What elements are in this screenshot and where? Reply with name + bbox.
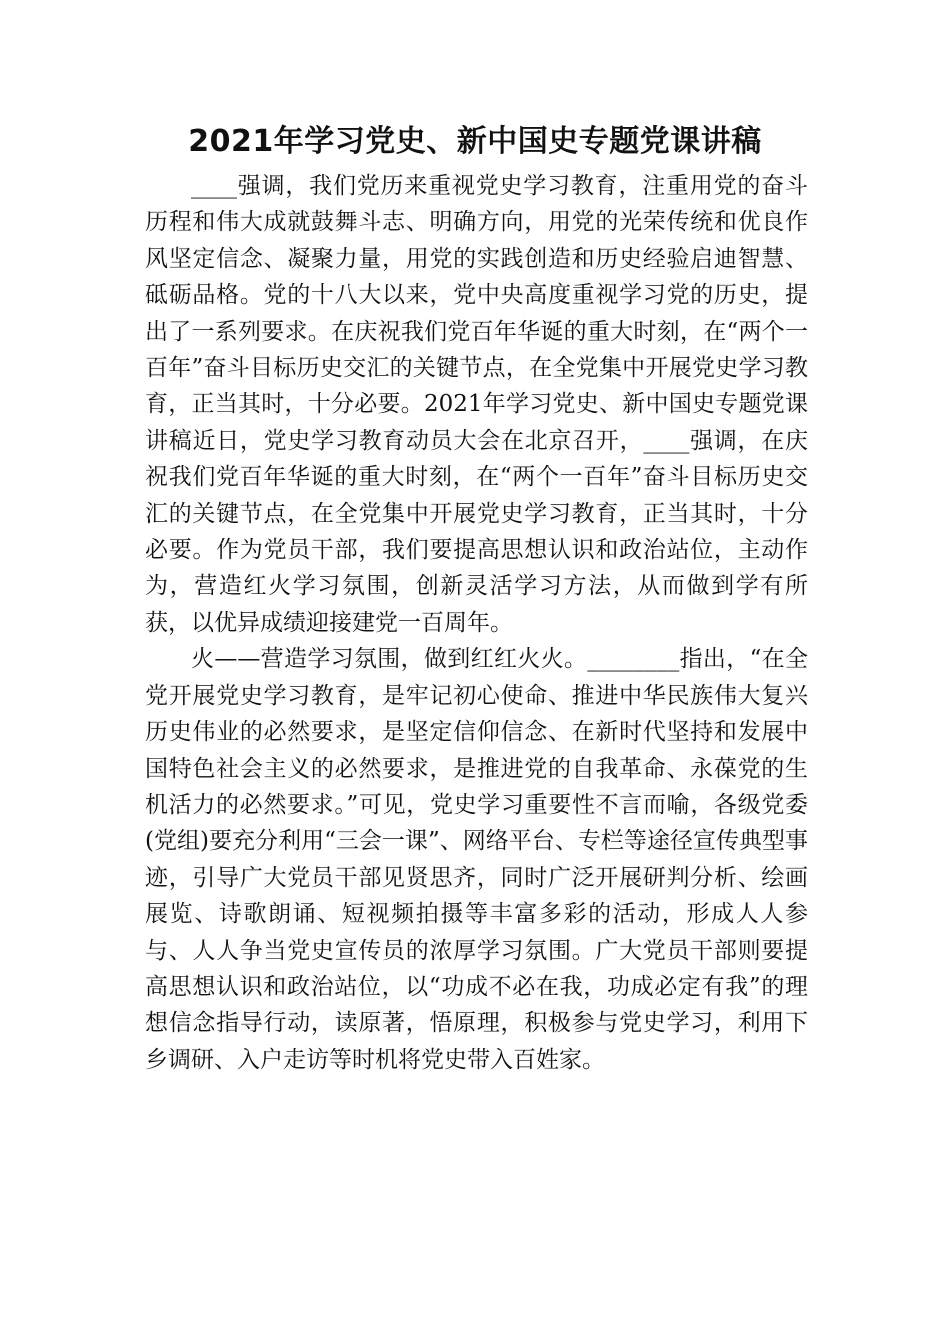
paragraph-1: ____强调，我们党历来重视党史学习教育，注重用党的奋斗历程和伟大成就鼓舞斗志、明确方向，用党的光荣传统和优良作风坚定信念、凝聚力量，用党的实践创造和历史经验启迪智慧、砥砺品格。党的十八大以来，党中央高度重视学习党的历史，提出了一系列要求。在庆祝我们党百年华诞的重大时刻，在“两个一百年”奋斗目标历史交汇的关键节点，在全党集中开展党史学习教育，正当其时，十分必要。2021年学习党史、新中国史专题党课讲稿近日，党史学习教育动员大会在北京召开，____强调，在庆祝我们党百年华诞的重大时刻，在“两个一百年”奋斗目标历史交汇的关键节点，在全党集中开展党史学习教育，正当其时，十分必要。作为党员干部，我们要提高思想认识和政治站位，主动作为，营造红火学习氛围，创新灵活学习方法，从而做到学有所获，以优异成绩迎接建党一百周年。	[145, 173, 808, 636]
document-body	[145, 168, 808, 1078]
paragraph-2: 火——营造学习氛围，做到红红火火。________指出，“在全党开展党史学习教育，是牢记初心使命、推进中华民族伟大复兴历史伟业的必然要求，是坚定信仰信念、在新时代坚持和发展中国特色社会主义的必然要求，是推进党的自我革命、永葆党的生机活力的必然要求。”可见，党史学习重要性不言而喻，各级党委(党组)要充分利用“三会一课”、网络平台、专栏等途径宣传典型事迹，引导广大党员干部见贤思齐，同时广泛开展研判分析、绘画展览、诗歌朗诵、短视频拍摄等丰富多彩的活动，形成人人参与、人人争当党史宣传员的浓厚学习氛围。广大党员干部则要提高思想认识和政治站位，以“功成不必在我，功成必定有我”的理想信念指导行动，读原著，悟原理，积极参与党史学习，利用下乡调研、入户走访等时机将党史带入百姓家。	[145, 646, 808, 1073]
document-title: 2021年学习党史、新中国史专题党课讲稿	[188, 124, 762, 159]
